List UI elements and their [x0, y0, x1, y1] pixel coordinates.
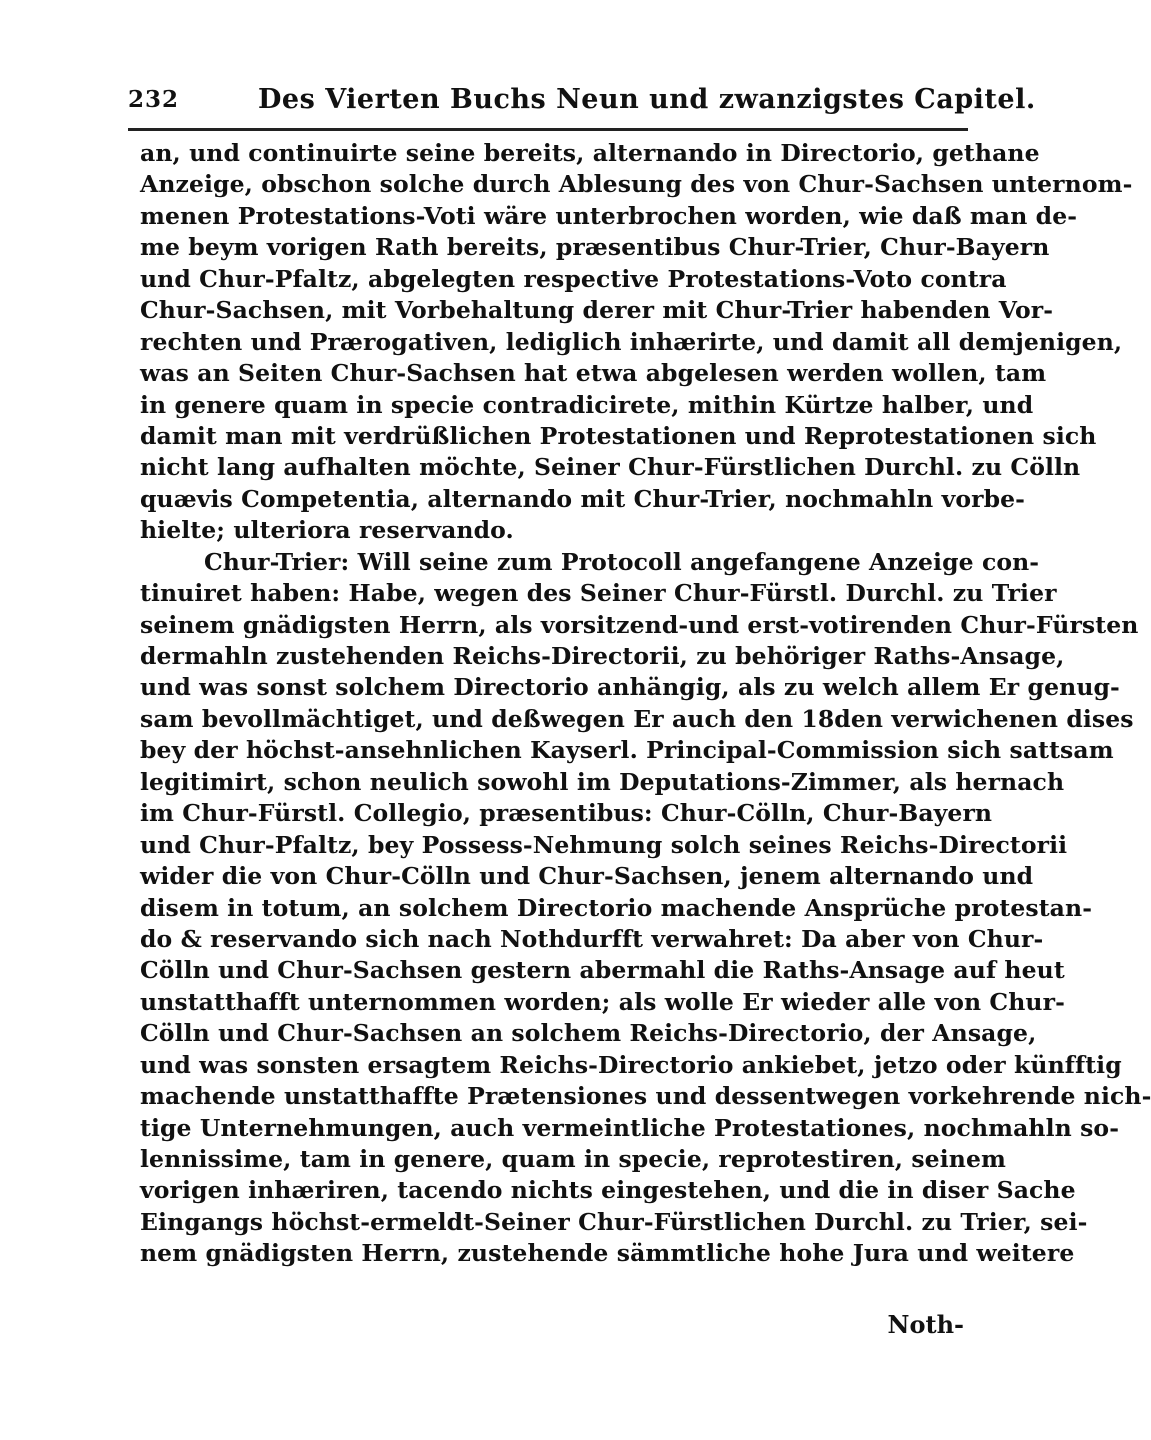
text-line: und Chur-Pfaltz, abgelegten respective Protestations-Voto contra	[140, 264, 1007, 293]
text-line: do & reservando sich nach Nothdurfft verwahret: Da aber von Chur-	[140, 924, 1044, 953]
text-line: im Chur-Fürstl. Collegio, præsentibus: Chur-Cölln, Chur-Bayern	[140, 799, 993, 828]
text-line: damit man mit verdrüßlichen Protestationen und Reprotestationen sich	[140, 421, 1097, 450]
text-line: Anzeige, obschon solche durch Ablesung des von Chur-Sachsen unternom-	[140, 170, 1133, 199]
paragraph-start-line: Chur-Trier: Will seine zum Protocoll angefangene Anzeige con-	[204, 547, 1040, 576]
text-line: in genere quam in specie contradicirete, mithin Kürtze halber, und	[140, 390, 1034, 419]
text-line: Chur-Sachsen, mit Vorbehaltung derer mit Chur-Trier habenden Vor-	[140, 296, 1054, 325]
running-head: Des Vierten Buchs Neun und zwanzigstes Capitel.	[258, 84, 1036, 115]
body-text	[140, 138, 1151, 1270]
text-line: seinem gnädigsten Herrn, als vorsitzend-und erst-votirenden Chur-Fürsten	[140, 610, 1139, 639]
text-line: und was sonsten ersagtem Reichs-Directorio ankiebet, jetzo oder künfftig	[140, 1050, 1122, 1079]
text-line: was an Seiten Chur-Sachsen hat etwa abgelesen werden wollen, tam	[140, 359, 1047, 388]
text-line: hielte; ulteriora reservando.	[140, 516, 514, 545]
text-line: quævis Competentia, alternando mit Chur-Trier, nochmahln vorbe-	[140, 484, 1026, 513]
text-line: tige Unternehmungen, auch vermeintliche Protestationes, nochmahln so-	[140, 1113, 1120, 1142]
text-line: disem in totum, an solchem Directorio machende Ansprüche protestan-	[140, 893, 1093, 922]
text-line: menen Protestations-Voti wäre unterbrochen worden, wie daß man de-	[140, 201, 1078, 230]
text-line: nem gnädigsten Herrn, zustehende sämmtliche hohe Jura und weitere	[140, 1239, 1075, 1268]
text-line: bey der höchst-ansehnlichen Kayserl. Principal-Commission sich sattsam	[140, 736, 1114, 765]
text-line: sam bevollmächtiget, und deßwegen Er auch den 18den verwichenen dises	[140, 704, 1134, 733]
header-rule	[128, 128, 968, 131]
text-line: und was sonst solchem Directorio anhängig, als zu welch allem Er genug-	[140, 673, 1120, 702]
catchword: Noth-	[887, 1310, 964, 1339]
text-line: rechten und Prærogativen, lediglich inhærirte, und damit all demjenigen,	[140, 327, 1123, 356]
text-line: me beym vorigen Rath bereits, præsentibus Chur-Trier, Chur-Bayern	[140, 233, 1050, 262]
text-line: legitimirt, schon neulich sowohl im Deputations-Zimmer, als hernach	[140, 767, 1065, 796]
text-line: vorigen inhæriren, tacendo nichts eingestehen, und die in diser Sache	[140, 1176, 1076, 1205]
text-line: nicht lang aufhalten möchte, Seiner Chur-Fürstlichen Durchl. zu Cölln	[140, 453, 1081, 482]
text-line: dermahln zustehenden Reichs-Directorii, zu behöriger Raths-Ansage,	[140, 642, 1065, 670]
text-line: Eingangs höchst-ermeldt-Seiner Chur-Fürstlichen Durchl. zu Trier, sei-	[140, 1207, 1088, 1236]
text-line: und Chur-Pfaltz, bey Possess-Nehmung solch seines Reichs-Directorii	[140, 830, 1068, 859]
page-header	[128, 84, 1036, 124]
text-line: an, und continuirte seine bereits, alternando in Directorio, gethane	[140, 139, 1040, 167]
text-line: machende unstatthaffte Prætensiones und dessentwegen vorkehrende nich-	[140, 1082, 1151, 1111]
text-line: lennissime, tam in genere, quam in specie, reprotestiren, seinem	[140, 1145, 1006, 1173]
page-number: 232	[128, 86, 180, 113]
text-line: Cölln und Chur-Sachsen an solchem Reichs-Directorio, der Ansage,	[140, 1019, 1037, 1048]
text-line: unstatthafft unternommen worden; als wolle Er wieder alle von Chur-	[140, 987, 1065, 1016]
text-line: tinuiret haben: Habe, wegen des Seiner Chur-Fürstl. Durchl. zu Trier	[140, 579, 1057, 608]
text-line: Cölln und Chur-Sachsen gestern abermahl die Raths-Ansage auf heut	[140, 956, 1065, 985]
text-line: wider die von Chur-Cölln und Chur-Sachsen, jenem alternando und	[140, 862, 1034, 891]
